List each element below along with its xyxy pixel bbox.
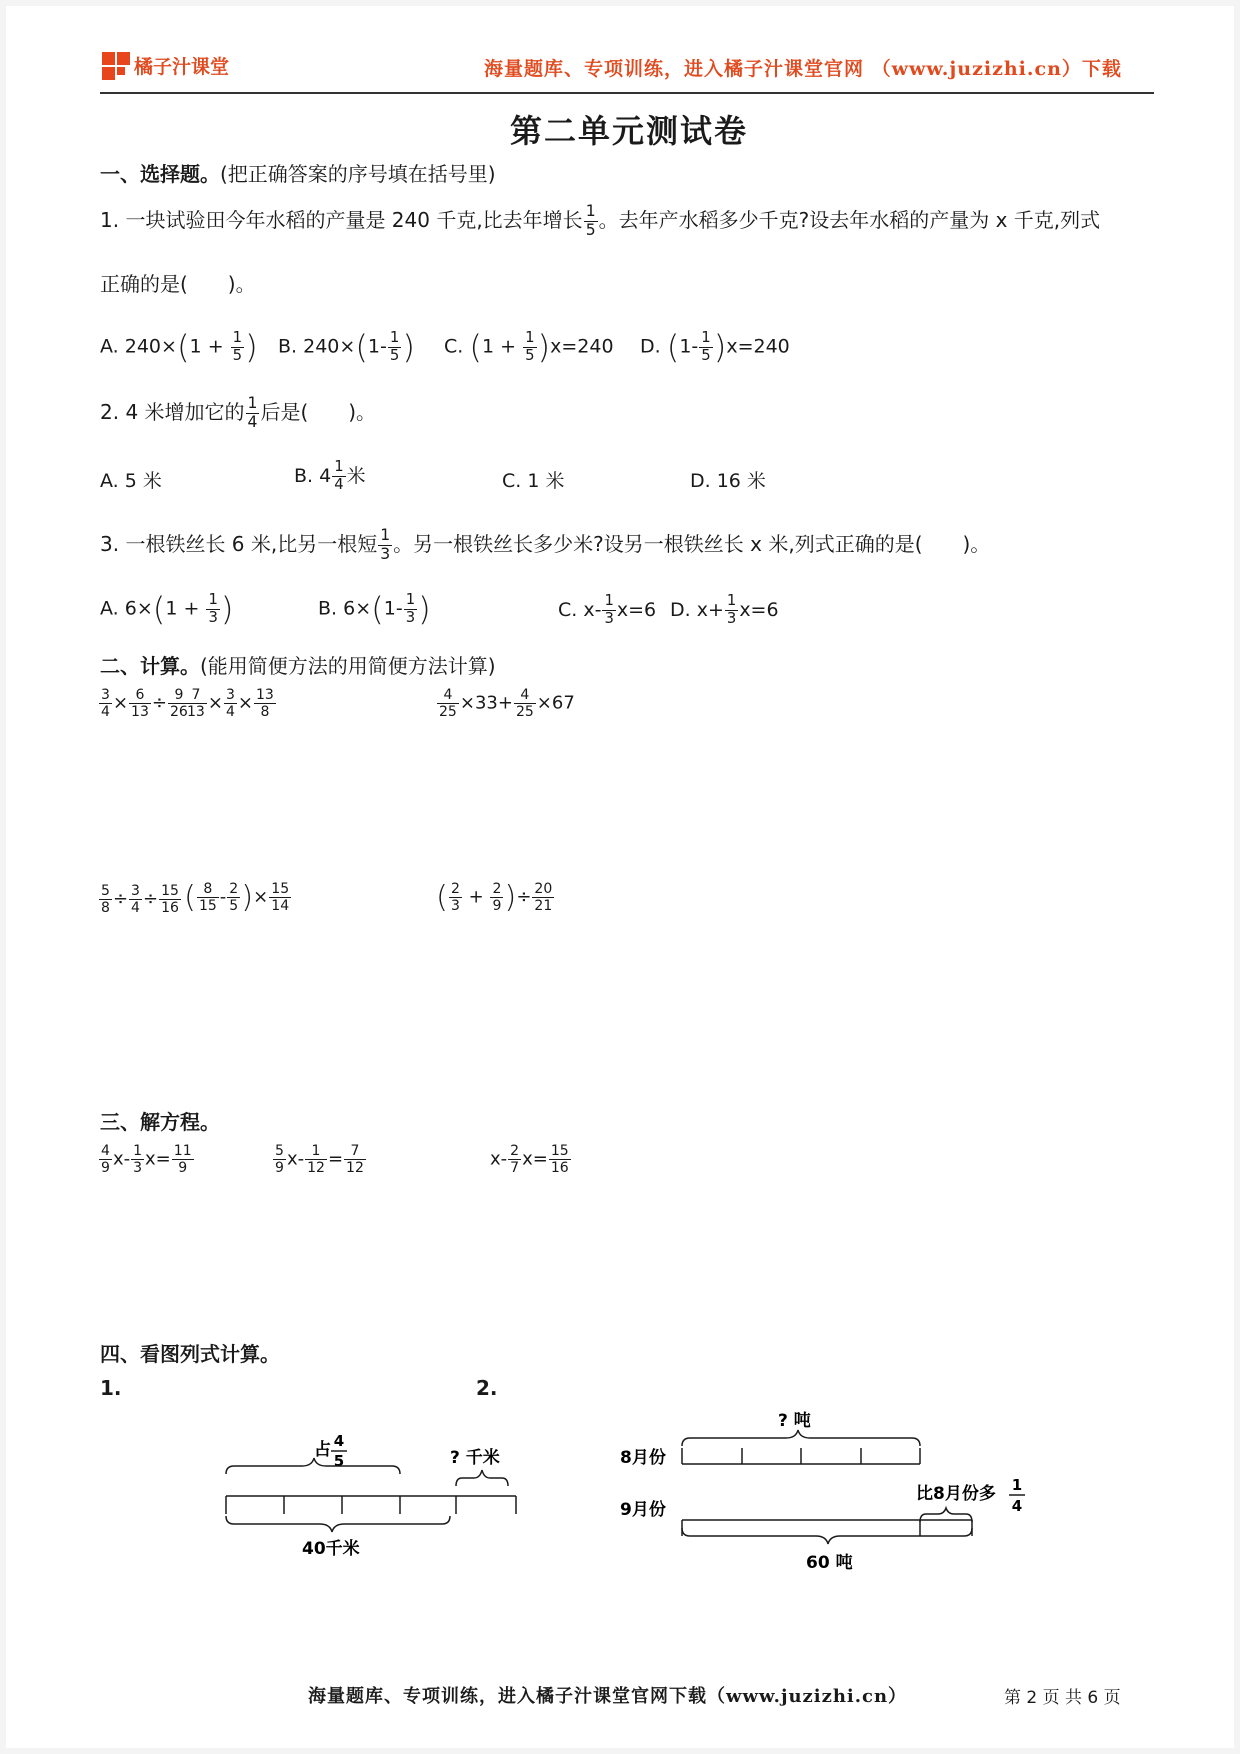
- operator: -: [395, 597, 403, 620]
- fraction: [273, 1144, 286, 1175]
- frac-den: 3: [405, 608, 416, 626]
- footer-slogan: 海量题库、专项训练，进入橘子汁课堂官网下载（www.juzizhi.cn）: [308, 1686, 908, 1707]
- section3-heading: [100, 1106, 220, 1135]
- q1-line2: 正确的是( )。: [100, 272, 256, 296]
- q2-option-c: C. 1 米: [502, 470, 565, 492]
- fraction: [514, 688, 536, 719]
- operator: -: [219, 886, 227, 908]
- frac-num: 15: [161, 883, 179, 899]
- right-paren: ): [220, 590, 234, 628]
- frac-den: 5: [229, 898, 239, 914]
- section2-title: 二、计算。: [100, 654, 200, 678]
- section1-title: 一、选择题。: [100, 162, 220, 186]
- fraction: [254, 688, 276, 719]
- operator: ÷: [112, 888, 129, 910]
- fraction: [532, 882, 554, 913]
- calc-expression-1: [98, 688, 191, 719]
- right-paren: ): [537, 328, 551, 366]
- frac-num: 8: [197, 882, 219, 898]
- left-paren: (: [184, 880, 196, 915]
- frac-num: 20: [534, 880, 553, 897]
- fraction: [129, 884, 142, 915]
- frac-den: 4: [131, 900, 140, 917]
- fraction: [602, 594, 615, 627]
- d2-frac-den: 4: [1011, 1497, 1023, 1515]
- operator: +: [183, 597, 200, 620]
- frac-num: 1: [585, 202, 596, 221]
- term: x-: [112, 1148, 131, 1170]
- fraction: [99, 688, 112, 719]
- frac-den: 9: [178, 1160, 188, 1177]
- d2-top-label: ? 吨: [778, 1411, 811, 1431]
- question-2: [100, 396, 376, 431]
- fraction: [99, 1144, 112, 1175]
- page-title: 第二单元测试卷: [510, 112, 749, 150]
- left-paren: (: [355, 328, 368, 366]
- q3-option-b: [318, 590, 431, 628]
- frac-num: 1: [389, 328, 400, 346]
- fraction: [197, 882, 219, 913]
- q1-option-c: [444, 328, 614, 366]
- option-label: B. 240×: [278, 335, 356, 358]
- frac-num: 1: [208, 590, 218, 608]
- fraction: [159, 884, 181, 915]
- fraction: [437, 688, 459, 719]
- frac-den: 14: [271, 898, 290, 914]
- left-paren: (: [469, 328, 482, 366]
- frac-den: 3: [604, 609, 614, 627]
- term: =: [327, 1148, 344, 1170]
- problem-2-number: 2.: [476, 1376, 498, 1400]
- fraction: [725, 594, 738, 627]
- equation-3: [490, 1144, 572, 1175]
- question-1: [100, 204, 1100, 239]
- frac-num: 15: [550, 1143, 569, 1159]
- frac-num: 6: [129, 688, 151, 704]
- fraction: [269, 882, 291, 913]
- q1-fraction: [584, 204, 598, 238]
- frac-den: 5: [585, 221, 596, 239]
- fraction: [231, 328, 244, 364]
- frac-num: 5: [275, 1143, 284, 1159]
- d1-question-brace: [456, 1470, 508, 1486]
- worksheet-page: [6, 6, 1234, 1748]
- section1-heading: [100, 158, 496, 187]
- frac-num: 1: [525, 328, 535, 346]
- section2-heading: [100, 650, 496, 679]
- fraction: [490, 882, 503, 913]
- frac-num: 2: [450, 880, 460, 897]
- segment-diagram-2: [606, 1402, 1036, 1572]
- d1-top-label: 占: [314, 1440, 331, 1460]
- frac-den: 5: [232, 346, 243, 364]
- d1-question-label: ? 千米: [450, 1448, 500, 1468]
- frac-den: 16: [161, 900, 179, 917]
- frac-num: 11: [173, 1143, 192, 1159]
- frac-num: 7: [185, 688, 207, 704]
- fraction: [344, 1144, 366, 1175]
- q2-option-b: [294, 460, 366, 493]
- d2-bottom-brace: [682, 1528, 972, 1544]
- calc-expression-2: [184, 688, 277, 719]
- fraction: [206, 590, 219, 626]
- frac-den: 26: [169, 704, 188, 721]
- option-tail: x=240: [550, 335, 614, 358]
- option-tail: x=6: [739, 598, 779, 621]
- q3-option-c: [558, 594, 656, 627]
- right-paren: ): [245, 328, 258, 366]
- d2-row1-label: 8月份: [620, 1448, 666, 1468]
- fraction: [699, 328, 712, 364]
- frac-den: 12: [346, 1160, 364, 1177]
- frac-num: 15: [271, 880, 290, 897]
- fraction: [523, 328, 536, 364]
- d2-row2-label: 9月份: [620, 1500, 666, 1520]
- frac-den: 4: [334, 475, 344, 493]
- q2-option-d: D. 16 米: [690, 470, 766, 492]
- section2-note: (能用简便方法的用简便方法计算): [200, 654, 496, 678]
- q3-text-b: 。另一根铁丝长多少米?设另一根铁丝长 x 米,列式正确的是( )。: [393, 532, 991, 556]
- operator: ×: [207, 692, 223, 714]
- fraction: [404, 590, 417, 626]
- term: 1: [679, 335, 692, 358]
- frac-num: 13: [255, 687, 274, 703]
- q1-option-b: [278, 328, 415, 366]
- left-paren: (: [666, 328, 680, 366]
- d1-bottom-label: 40千米: [302, 1539, 360, 1559]
- right-paren: ): [402, 328, 415, 366]
- option-label: D. x+: [670, 598, 724, 621]
- d2-frac-num: 1: [1011, 1476, 1023, 1494]
- fraction: [224, 688, 237, 719]
- option-label: B. 4: [294, 464, 332, 487]
- frac-num: 1: [604, 592, 614, 609]
- frac-den: 3: [450, 898, 460, 914]
- frac-num: 3: [225, 687, 235, 703]
- header-divider: [100, 92, 1154, 94]
- option-label: C.: [444, 335, 464, 358]
- header-slogan: 海量题库、专项训练，进入橘子汁课堂官网 （www.juzizhi.cn）下载: [484, 58, 1122, 80]
- frac-den: 21: [534, 898, 553, 914]
- operator: ÷: [151, 692, 167, 714]
- frac-den: 4: [225, 704, 235, 721]
- section1-note: (把正确答案的序号填在括号里): [220, 162, 496, 186]
- operator: -: [380, 335, 387, 358]
- q2-text-a: 2. 4 米增加它的: [100, 400, 245, 424]
- right-paren: ): [418, 590, 431, 628]
- operator: ÷: [142, 888, 159, 910]
- d1-bottom-brace: [226, 1516, 450, 1532]
- frac-den: 13: [131, 704, 149, 721]
- q1-option-d: [640, 328, 790, 366]
- term: 1: [189, 335, 202, 358]
- frac-den: 8: [260, 704, 270, 721]
- operator: +: [468, 886, 484, 908]
- option-label: D.: [640, 335, 661, 358]
- fraction: [449, 882, 462, 913]
- frac-den: 9: [492, 898, 502, 914]
- term: ×33+: [459, 692, 513, 714]
- frac-den: 15: [198, 898, 217, 914]
- operator: +: [207, 335, 224, 358]
- frac-den: 9: [101, 1160, 110, 1177]
- option-tail: x=240: [726, 335, 790, 358]
- frac-num: 3: [131, 883, 140, 899]
- frac-den: 3: [208, 608, 218, 626]
- frac-den: 7: [510, 1160, 520, 1177]
- frac-den: 5: [525, 346, 535, 364]
- frac-num: 1: [232, 328, 243, 346]
- term: 1: [367, 335, 381, 358]
- section3-title: 三、解方程。: [100, 1110, 220, 1134]
- option-label: C. x-: [558, 598, 602, 621]
- page-indicator: 第 2 页 共 6 页: [1004, 1688, 1121, 1708]
- calc-expression-5: [184, 880, 292, 915]
- q1-option-a: [100, 328, 258, 366]
- frac-den: 3: [133, 1160, 143, 1177]
- frac-den: 9: [275, 1160, 284, 1177]
- frac-num: 4: [514, 688, 536, 704]
- term: x-: [286, 1148, 305, 1170]
- term: 1: [165, 597, 178, 620]
- left-paren: (: [176, 328, 190, 366]
- frac-num: 9: [168, 688, 190, 704]
- operator: +: [500, 335, 517, 358]
- frac-num: 1: [405, 590, 416, 608]
- calc-expression-6: [436, 880, 555, 915]
- q1-text-b: 。去年产水稻多少千克?设去年水稻的产量为 x 千克,列式: [598, 208, 1101, 232]
- q2-option-a: A. 5 米: [100, 470, 162, 492]
- fraction: [227, 882, 240, 913]
- left-paren: (: [436, 880, 448, 915]
- operator: -: [691, 335, 699, 358]
- question-3: [100, 528, 990, 563]
- fraction: [305, 1144, 327, 1175]
- frac-num: 4: [437, 688, 459, 704]
- frac-den: 16: [550, 1160, 569, 1177]
- right-paren: ): [504, 880, 517, 915]
- frac-num: 7: [344, 1144, 366, 1160]
- term: x=: [522, 1148, 548, 1170]
- right-paren: ): [713, 328, 727, 366]
- q2-text-b: 后是( )。: [260, 400, 377, 424]
- q2-fraction: [246, 396, 260, 430]
- term: x-: [490, 1148, 508, 1170]
- operator: ×: [112, 692, 129, 714]
- option-tail: x=6: [616, 598, 657, 621]
- frac-den: 5: [701, 346, 711, 364]
- segment-diagram-1: [206, 1416, 526, 1566]
- section4-title: 四、看图列式计算。: [100, 1342, 280, 1366]
- d2-more-label: 比8月份多: [916, 1484, 996, 1504]
- orange-logo-icon: [102, 52, 130, 80]
- q3-option-a: [100, 590, 234, 628]
- fraction: [185, 688, 207, 719]
- frac-num: 2: [492, 880, 502, 897]
- operator: ×: [237, 692, 253, 714]
- d1-top-brace: [226, 1458, 400, 1474]
- frac-num: 4: [101, 1143, 110, 1159]
- equation-1: [98, 1144, 195, 1175]
- frac-den: 4: [101, 704, 110, 721]
- frac-num: 2: [510, 1143, 520, 1159]
- frac-num: 1: [133, 1143, 143, 1159]
- term: x=: [145, 1148, 171, 1170]
- problem-1-number: 1.: [100, 1376, 122, 1400]
- fraction: [99, 884, 112, 915]
- calc-expression-4: [98, 884, 182, 915]
- frac-num: 1: [247, 394, 258, 413]
- q1-text-a: 1. 一块试验田今年水稻的产量是 240 千克,比去年增长: [100, 208, 583, 232]
- option-label: A. 6×: [100, 597, 153, 620]
- frac-den: 4: [247, 413, 258, 431]
- term: 1: [383, 597, 396, 620]
- fraction: [549, 1144, 571, 1175]
- frac-den: 25: [439, 704, 457, 721]
- fraction: [508, 1144, 521, 1175]
- left-paren: (: [371, 590, 384, 628]
- d2-top-brace: [682, 1430, 920, 1446]
- term: 1: [481, 335, 495, 358]
- fraction: [388, 328, 401, 364]
- frac-num: 2: [229, 880, 239, 897]
- fraction: [131, 1144, 144, 1175]
- operator: ÷: [516, 886, 532, 908]
- left-paren: (: [152, 590, 166, 628]
- frac-den: 3: [726, 609, 737, 627]
- q3-fraction: [378, 528, 392, 562]
- q3-text-a: 3. 一根铁丝长 6 米,比另一根短: [100, 532, 378, 556]
- brand-name: 橘子汁课堂: [134, 56, 230, 78]
- frac-den: 12: [307, 1160, 325, 1177]
- calc-expression-3: [436, 688, 575, 719]
- term: ×67: [536, 692, 575, 714]
- q3-option-d: [670, 594, 779, 627]
- d1-frac-num: 4: [333, 1432, 345, 1450]
- option-label: B. 6×: [318, 597, 372, 620]
- frac-den: 3: [380, 545, 391, 563]
- frac-den: 25: [515, 704, 534, 721]
- fraction: [332, 460, 345, 493]
- option-tail: 米: [346, 464, 366, 487]
- frac-den: 13: [187, 704, 205, 721]
- d1-frac-den: 5: [333, 1452, 345, 1470]
- fraction: [172, 1144, 194, 1175]
- section4-heading: [100, 1338, 280, 1367]
- option-label: A. 240×: [100, 335, 177, 358]
- frac-den: 5: [389, 346, 400, 364]
- frac-num: 1: [701, 328, 711, 346]
- frac-num: 1: [380, 526, 391, 545]
- frac-num: 5: [101, 883, 110, 899]
- frac-num: 1: [726, 592, 737, 609]
- frac-den: 8: [101, 900, 110, 917]
- equation-2: [272, 1144, 367, 1175]
- frac-num: 1: [305, 1144, 327, 1160]
- operator: ×: [253, 886, 269, 908]
- frac-num: 1: [334, 458, 344, 475]
- right-paren: ): [241, 880, 254, 915]
- frac-num: 3: [101, 687, 110, 703]
- fraction: [129, 688, 151, 719]
- d2-bottom-label: 60 吨: [806, 1553, 853, 1572]
